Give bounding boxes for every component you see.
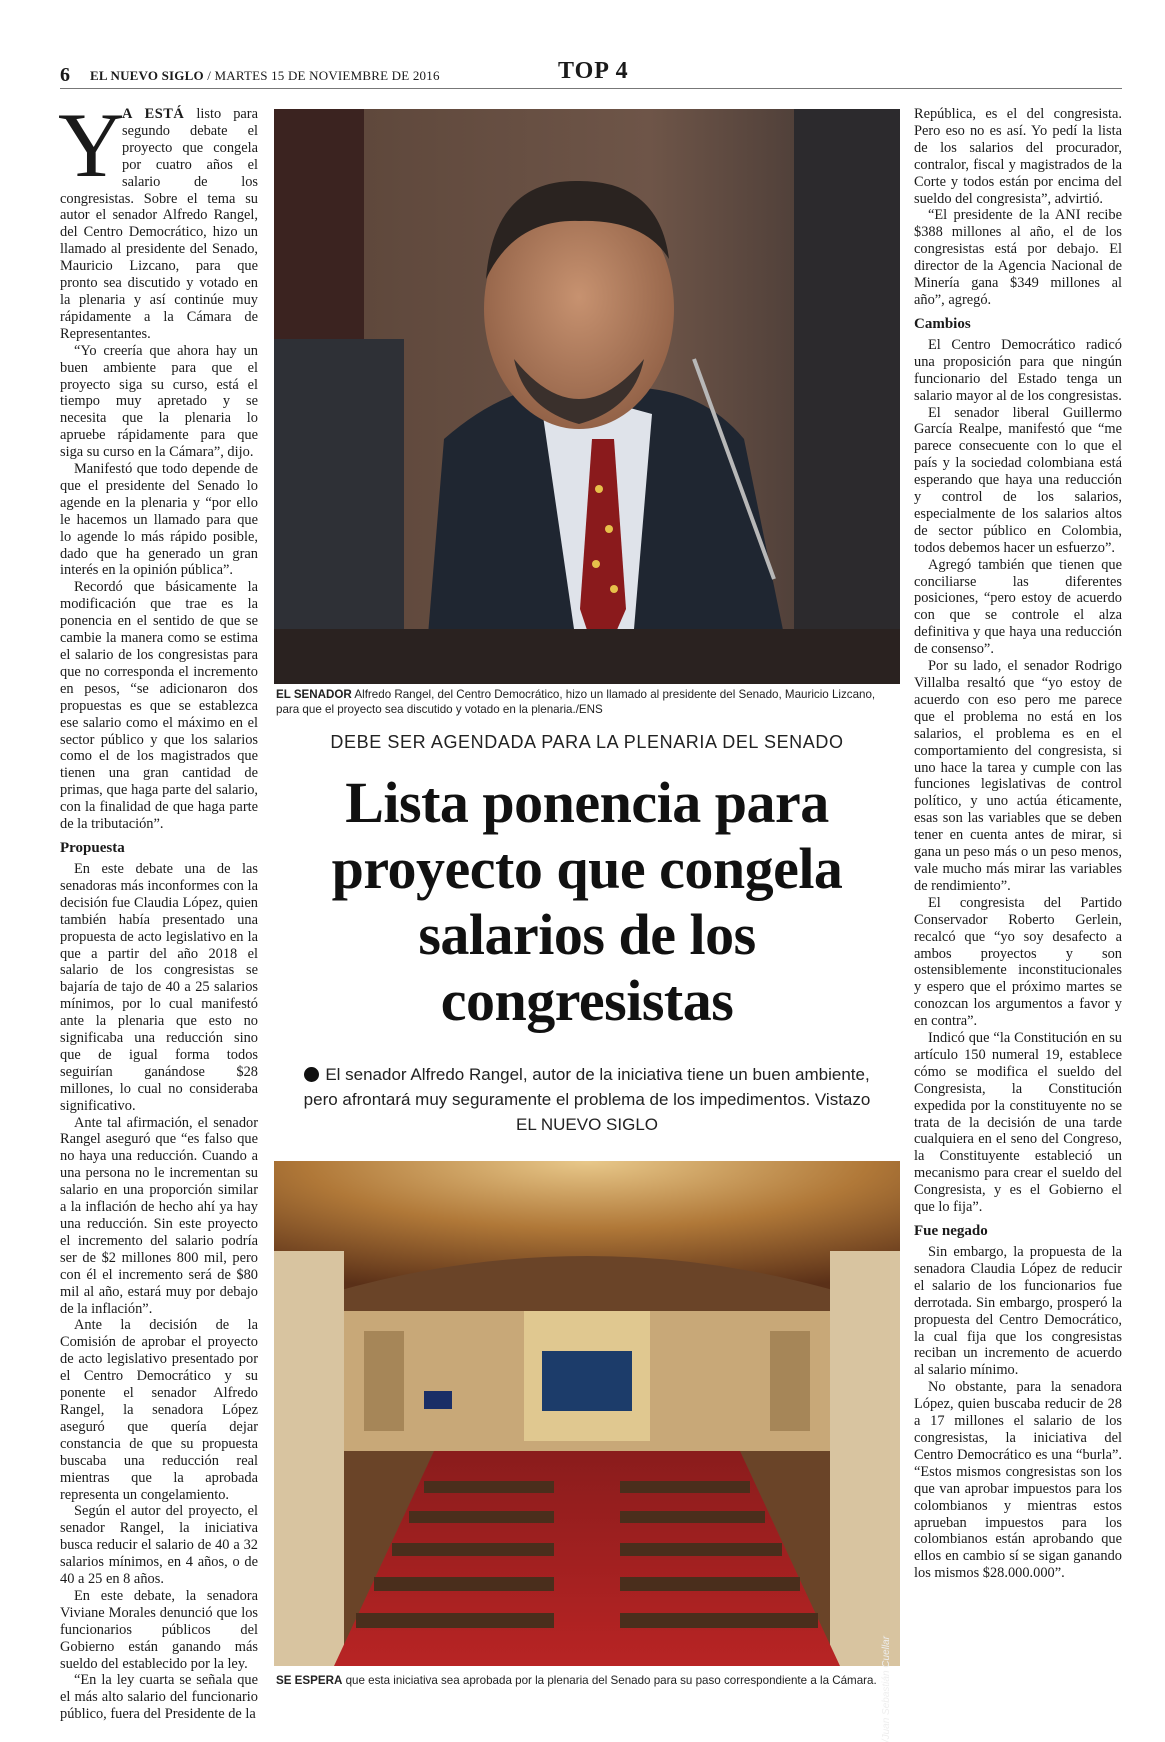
paper-name-line (90, 68, 440, 84)
first-paragraph (58, 94, 258, 343)
bottom-photo-caption (276, 1673, 900, 1688)
paragraph: El Centro Democrático radicó una proposición para que ningún funcionario del Estado tenga un salario mayor al de los congresistas. (914, 336, 1122, 404)
paragraph: “En la ley cuarta se señala que el más alto salario del funcionario público, fuera del Presidente de la (60, 1672, 258, 1723)
issue-date: / MARTES 15 DE NOVIEMBRE DE 2016 (207, 68, 440, 83)
dropcap: Y (58, 94, 125, 196)
deck (300, 1062, 874, 1137)
caption-text: que esta iniciativa sea aprobada por la plenaria del Senado para su paso correspondiente a la Cámara. (345, 1674, 877, 1687)
subhead-propuesta: Propuesta (60, 839, 125, 856)
subhead-fue-negado: Fue negado (914, 1223, 988, 1239)
kicker: DEBE SER AGENDADA PARA LA PLENARIA DEL SENADO (330, 732, 844, 752)
photo-credit: /Juan Sebastián Cuellar (881, 1636, 892, 1742)
caption-label: SE ESPERA (276, 1674, 343, 1687)
lead-in: A ESTÁ (122, 106, 185, 122)
paragraph: Ante la decisión de la Comisión de aprobar el proyecto de acto legislativo presentado por el Centro Democrático y su ponente el senador Alfredo Rangel, la senadora López aseguró que quería dejar constancia de que su propuesta buscaba una reducción real mientras que la aprobada representa un congelamiento. (60, 1317, 258, 1503)
paragraph: Agregó también que tienen que conciliarse las diferentes posiciones, “pero estoy de acuerdo con que se controle el alza definitiva y que haya una reducción de consenso”. (914, 556, 1122, 658)
left-column (58, 94, 258, 1723)
paragraph: Ante tal afirmación, el senador Rangel aseguró que “es falso que no haya una reducción. Cuando a una persona no le incrementan su salario en una proporción similar a la inflación de hecho ahí ya hay una reducción. Sin este proyecto el incremento del salario podría ser de $2 millones 800 mil, pero con él el incremento será de $80 mil al año, estará muy por debajo de la inflación”. (60, 1114, 258, 1317)
right-column (914, 106, 1122, 1582)
paragraph: Según el autor del proyecto, el senador Rangel, la iniciativa busca reducir el salario de 40 a 32 salarios mínimos, en 4 años, o de 40 a 25 en 8 años. (60, 1503, 258, 1588)
paragraph: Indicó que “la Constitución en su artículo 150 numeral 19, establece cómo se modifica el sueldo del Congresista, la Constitución expedida por la constituyente no se trata de la decisión de una tarde cualquiera en el seno del Congreso, la Constituyente estableció un mecanismo para crear el sueldo del Congresista, y es el Gobierno el que lo fija”. (914, 1030, 1122, 1216)
top-photo-caption (276, 687, 900, 717)
paragraph: “Yo creería que ahora hay un buen ambiente para que el proyecto siga su curso, está el tiempo muy apretado y se necesita que la plenaria lo apruebe rápidamente para que siga su curso en la Cámara”, dijo. (60, 342, 258, 461)
caption-label: EL SENADOR (276, 688, 352, 701)
section-label: TOP 4 (558, 58, 629, 84)
paragraph: En este debate una de las senadoras más inconformes con la decisión fue Claudia López, quien también había presentado una propuesta de acto legislativo en la que a partir del año 2018 el salario de los congresistas se bajaría de tajo de 40 a 25 salarios mínimos, por lo cual manifestó ante la plenaria que esto no significaba una reducción sino que de igual forma todos seguirían ganándose $28 millones, lo cual no consideraba significativo. (60, 860, 258, 1114)
senator-photo-illustration (274, 109, 900, 684)
paragraph: No obstante, para la senadora López, quien buscaba reducir de 28 a 17 millones el salario de los congresistas, la iniciativa del Centro Democrático es una “burla”. “Estos mismos congresistas son los que van aprobar impuestos para los colombianos y mientras estos aprueban impuestos para los colombianos están aprobando que ellos en cambio sí se sigan ganando los mismos $28.000.000”. (914, 1379, 1122, 1582)
deck-text: El senador Alfredo Rangel, autor de la iniciativa tiene un buen ambiente, pero afrontará muy seguramente el problema de los impedimentos. Vistazo EL NUEVO SIGLO (303, 1065, 871, 1134)
paragraph: “El presidente de la ANI recibe $388 millones al año, el de los congresistas está por debajo. El director de la Agencia Nacional de Minería gana $349 millones al año”, agregó. (914, 207, 1122, 308)
page-number: 6 (60, 64, 70, 86)
paragraph: Sin embargo, la propuesta de la senadora Claudia López de reducir el salario de los funcionarios fue derrotada. Sin embargo, prosperó la propuesta del Centro Democrático, la cual fija que los congresistas reciban un incremento de acuerdo al salario mínimo. (914, 1244, 1122, 1379)
paragraph: El senador liberal Guillermo García Realpe, manifestó que “me parece consecuente con lo que el país y la sociedad colombiana está esperando que haya una reducción y control de los salarios, especialmente de los salarios altos de sector público en Colombia, todos debemos hacer un esfuerzo”. (914, 404, 1122, 556)
first-paragraph-text: listo para segundo debate el proyecto que congela por cuatro años el salario de los congresistas. Sobre el tema su autor el senador Alfredo Rangel, del Centro Democrático, hizo un llamado al presidente del Senado, Mauricio Lizcano, para que pronto sea discutido y votado en la plenaria y así continúe muy rápidamente a la Cámara de Representantes. (60, 106, 258, 342)
headline: Lista ponencia para proyecto que congela salarios de los congresistas (331, 770, 843, 1033)
bullet-icon (304, 1067, 319, 1082)
page-header (60, 58, 1122, 90)
paragraph: República, es el del congresista. Pero eso no es así. Yo pedí la lista de los salarios del procurador, contralor, fiscal y magistrados de la Corte y todos están por encima del sueldo del congresista”, advirtió. (914, 106, 1122, 207)
paragraph: Recordó que básicamente la modificación que trae es la ponencia en el sentido de que se cambie la manera como se estima el salario de los congresistas para que no corresponda el incremento en pesos, “se adicionaron dos propuestas es que se establezca ese salario como el máximo en el sector público y que los salarios como el de los magistrados que tienen una gran cantidad de primas, que haga parte del salario, con la finalidad de que haga parte de la tributación”. (60, 579, 258, 833)
senator-photo (274, 109, 900, 684)
senate-chamber-illustration (274, 1161, 900, 1666)
paragraph: El congresista del Partido Conservador Roberto Gerlein, recalcó que “yo soy desafecto a ambos proyectos y son ostensiblemente inconstitucionales y espero que el próximo martes se conozcan los argumentos a favor y en contra”. (914, 894, 1122, 1030)
paragraph: Por su lado, el senador Rodrigo Villalba resaltó que “yo estoy de acuerdo con eso pero me parece que el problema no está en los salarios, el problema es en el comportamiento del congresista, si uno hace la tarea y cumple con las funciones legislativas de control político, y uno actúa éticamente, esas son las variables que se deben tener en cuenta antes de mirar, si gana un peso más o un peso menos, vale mucho más mirar las variables de rendimiento”. (914, 658, 1122, 894)
header-rule (60, 88, 1122, 89)
caption-text: Alfredo Rangel, del Centro Democrático, hizo un llamado al presidente del Senado, Mauricio Lizcano, para que el proyecto sea discutido y votado en la plenaria./ENS (276, 688, 876, 716)
subhead-cambios: Cambios (914, 315, 971, 332)
paragraph: Manifestó que todo depende de que el presidente del Senado lo agende en la plenaria y “por ello le hacemos un llamado para que lo agende lo más rápido posible, dado que ha generado un gran interés en la opinión pública”. (60, 461, 258, 579)
paper-name: EL NUEVO SIGLO (90, 68, 204, 83)
paragraph: En este debate, la senadora Viviane Morales denunció que los funcionarios públicos del Gobierno están ganando más sueldo del establecido por la ley. (60, 1587, 258, 1672)
